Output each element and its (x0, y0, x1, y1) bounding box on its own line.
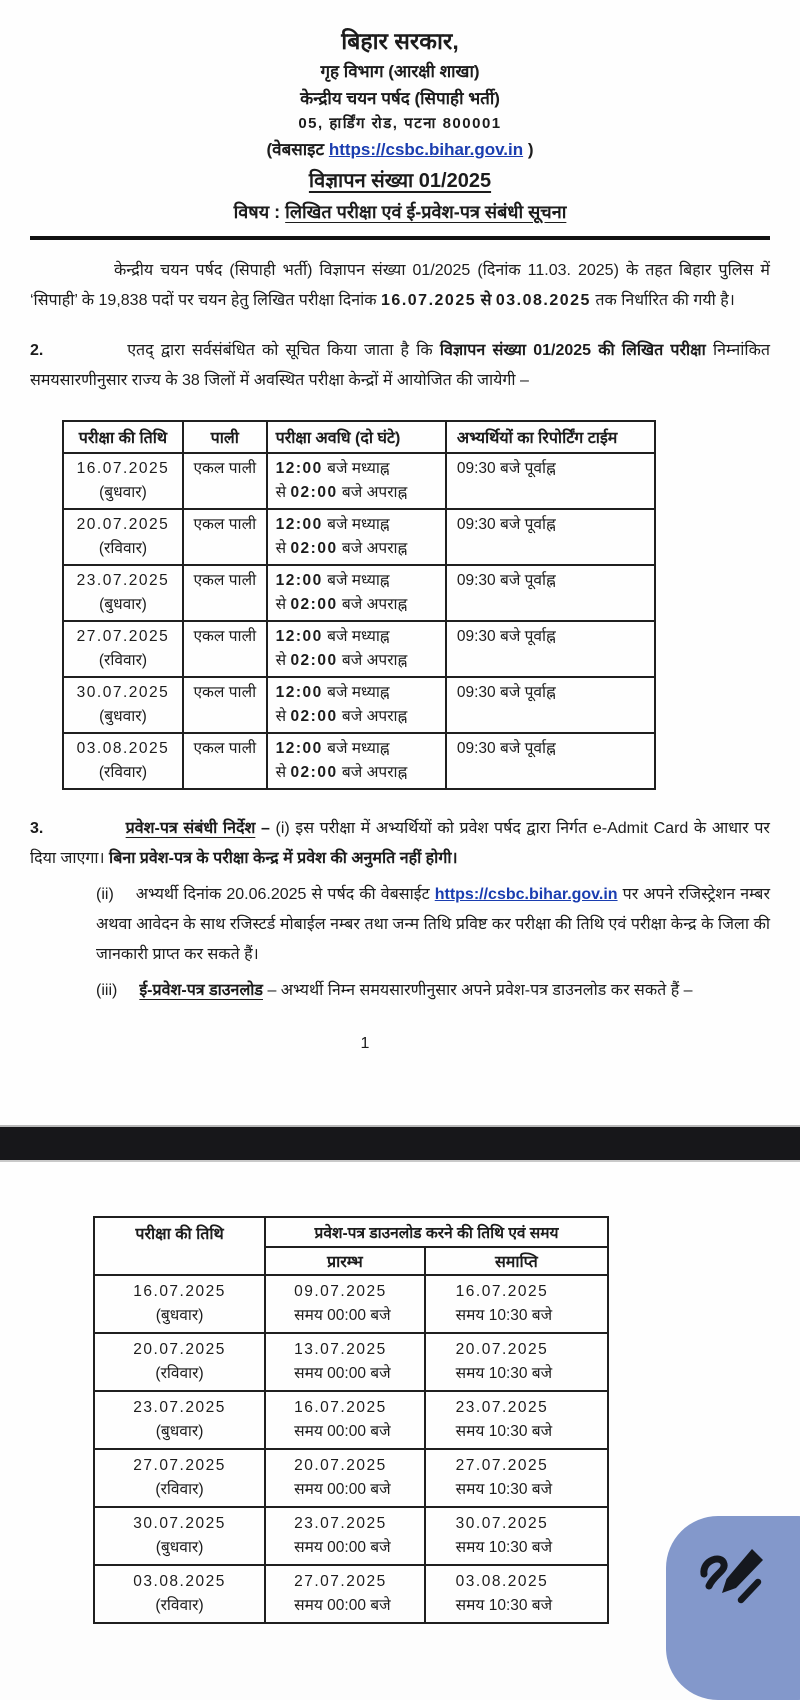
subject-line (0, 198, 800, 226)
table-row (63, 677, 655, 733)
clause-2-number: 2. (30, 342, 44, 359)
table-row (94, 1565, 608, 1623)
clause-3-section (30, 814, 770, 1006)
table-row (94, 1275, 608, 1333)
address-line: 05, हार्डिंग रोड, पटना 800001 (298, 115, 502, 132)
header-exam-date: परीक्षा की तिथि (63, 421, 183, 453)
shift-cell: एकल पाली (183, 509, 267, 565)
website-line (0, 136, 800, 163)
exam-date-cell: 30.07.2025 (बुधवार) (63, 677, 183, 733)
intro-tail: तक निर्धारित की गयी है। (595, 292, 735, 309)
reporting-cell: 09:30 बजे पूर्वाह्न (446, 565, 655, 621)
table-header-row (94, 1217, 608, 1247)
website-close-paren: ) (527, 140, 534, 159)
clause-3-iii-text: – अभ्यर्थी निम्न समयसारणीनुसार अपने प्रवेश-पत्र डाउनलोड कर सकते हैं – (267, 982, 693, 999)
subject-label: विषय : (233, 202, 281, 222)
exam-schedule-table (62, 420, 656, 790)
clause-2-tail: निम्नांकित समयसारणीनुसार राज्य के 38 जिलों में अवस्थित परीक्षा केन्द्रों में आयोजित की जायेगी – (30, 342, 770, 389)
government-title: बिहार सरकार, (341, 28, 459, 54)
download-end-cell: 20.07.2025 समय 10:30 बजे (425, 1333, 608, 1391)
exam-date-cell: 16.07.2025 (बुधवार) (94, 1275, 265, 1333)
reporting-cell: 09:30 बजे पूर्वाह्न (446, 677, 655, 733)
header-download-group: प्रवेश-पत्र डाउनलोड करने की तिथि एवं समय (265, 1217, 608, 1247)
clause-3-iii-title: ई-प्रवेश-पत्र डाउनलोड (139, 982, 263, 999)
header-duration: परीक्षा अवधि (दो घंटे) (267, 421, 446, 453)
download-end-cell: 30.07.2025 समय 10:30 बजे (425, 1507, 608, 1565)
clause-2-paragraph (30, 336, 770, 396)
duration-cell: 12:00 बजे मध्याह्न से 02:00 बजे अपराह्न (267, 677, 446, 733)
header-end: समाप्ति (425, 1247, 608, 1275)
reporting-cell: 09:30 बजे पूर्वाह्न (446, 453, 655, 509)
intro-se: से (480, 292, 492, 309)
clause-2-bold: विज्ञापन संख्या 01/2025 की लिखित परीक्षा (439, 342, 706, 359)
intro-text: केन्द्रीय चयन पर्षद (सिपाही भर्ती) विज्ञापन संख्या 01/2025 (दिनांक 11.03. 2025) के तहत बिहार पुलिस में ‘सिपाही’ के 19,838 पदों पर चयन हेतु लिखित परीक्षा दिनांक (30, 262, 770, 309)
table-row (63, 509, 655, 565)
header-start: प्रारम्भ (265, 1247, 425, 1275)
clause-3-ii-post: पर अपने रजिस्ट्रेशन नम्बर अथवा आवेदन के साथ रजिस्टर्ड मोबाईल नम्बर तथा जन्म तिथि प्रविष्ट कर परीक्षा की तिथि एवं परीक्षा केन्द्र के जिला की जानकारी प्राप्त कर सकते हैं। (96, 886, 770, 963)
table-row (63, 453, 655, 509)
table-row (63, 565, 655, 621)
download-end-cell: 03.08.2025 समय 10:30 बजे (425, 1565, 608, 1623)
table-row (63, 733, 655, 789)
header-shift: पाली (183, 421, 267, 453)
reporting-cell: 09:30 बजे पूर्वाह्न (446, 733, 655, 789)
shift-cell: एकल पाली (183, 733, 267, 789)
advertisement-number: विज्ञापन संख्या 01/2025 (308, 170, 492, 192)
shift-cell: एकल पाली (183, 621, 267, 677)
download-end-cell: 27.07.2025 समय 10:30 बजे (425, 1449, 608, 1507)
duration-cell: 12:00 बजे मध्याह्न से 02:00 बजे अपराह्न (267, 453, 446, 509)
download-start-cell: 13.07.2025 समय 00:00 बजे (265, 1333, 425, 1391)
download-start-cell: 09.07.2025 समय 00:00 बजे (265, 1275, 425, 1333)
clause-3-iii-label: (iii) (96, 982, 118, 999)
exam-date-cell: 23.07.2025 (बुधवार) (63, 565, 183, 621)
exam-start-date: 16.07.2025 (381, 292, 477, 309)
header-divider (30, 236, 770, 240)
exam-date-cell: 27.07.2025 (रविवार) (63, 621, 183, 677)
header-exam-date: परीक्षा की तिथि (94, 1217, 265, 1275)
download-end-cell: 23.07.2025 समय 10:30 बजे (425, 1391, 608, 1449)
website-label: (वेबसाइट (266, 140, 325, 159)
edit-annotation-button[interactable] (666, 1516, 800, 1700)
clause-2-lead: एतद् द्वारा सर्वसंबंधित को सूचित किया जाता है कि (127, 342, 433, 359)
reporting-cell: 09:30 बजे पूर्वाह्न (446, 509, 655, 565)
exam-date-cell: 20.07.2025 (रविवार) (94, 1333, 265, 1391)
download-start-cell: 27.07.2025 समय 00:00 बजे (265, 1565, 425, 1623)
clause-3-i-bold: बिना प्रवेश-पत्र के परीक्षा केन्द्र में प्रवेश की अनुमति नहीं होगी। (109, 850, 458, 867)
duration-cell: 12:00 बजे मध्याह्न से 02:00 बजे अपराह्न (267, 565, 446, 621)
clause-3-paragraph (30, 814, 770, 874)
exam-date-cell: 23.07.2025 (बुधवार) (94, 1391, 265, 1449)
clause-3-title: प्रवेश-पत्र संबंधी निर्देश (125, 820, 256, 837)
clause-3-i-text: (i) इस परीक्षा में अभ्यर्थियों को प्रवेश पर्षद द्वारा निर्गत e-Admit Card के आधार पर दिया जाएगा। (30, 820, 770, 867)
exam-date-cell: 03.08.2025 (रविवार) (63, 733, 183, 789)
reporting-cell: 09:30 बजे पूर्वाह्न (446, 621, 655, 677)
duration-cell: 12:00 बजे मध्याह्न से 02:00 बजे अपराह्न (267, 509, 446, 565)
exam-end-date: 03.08.2025 (495, 292, 591, 309)
subject-text: लिखित परीक्षा एवं ई-प्रवेश-पत्र संबंधी सूचना (285, 202, 567, 222)
document-header (0, 24, 800, 226)
download-start-cell: 23.07.2025 समय 00:00 बजे (265, 1507, 425, 1565)
clause-3-iii-paragraph (96, 976, 770, 1006)
exam-date-cell: 20.07.2025 (रविवार) (63, 509, 183, 565)
intro-paragraph (30, 256, 770, 316)
table-row (94, 1449, 608, 1507)
clause-3-ii-paragraph (96, 880, 770, 970)
shift-cell: एकल पाली (183, 565, 267, 621)
page-separator-band (0, 1125, 800, 1162)
board-line: केन्द्रीय चयन पर्षद (सिपाही भर्ती) (300, 89, 500, 108)
download-start-cell: 20.07.2025 समय 00:00 बजे (265, 1449, 425, 1507)
duration-cell: 12:00 बजे मध्याह्न से 02:00 बजे अपराह्न (267, 733, 446, 789)
exam-date-cell: 27.07.2025 (रविवार) (94, 1449, 265, 1507)
duration-cell: 12:00 बजे मध्याह्न से 02:00 बजे अपराह्न (267, 621, 446, 677)
download-end-cell: 16.07.2025 समय 10:30 बजे (425, 1275, 608, 1333)
clause-3-dash: – (260, 820, 270, 837)
clause-3-ii-pre: अभ्यर्थी दिनांक 20.06.2025 से पर्षद की वेबसाईट (135, 886, 430, 903)
department-line: गृह विभाग (आरक्षी शाखा) (320, 62, 480, 81)
header-reporting-time: अभ्यर्थियों का रिपोर्टिंग टाईम (446, 421, 655, 453)
download-start-cell: 16.07.2025 समय 00:00 बजे (265, 1391, 425, 1449)
exam-date-cell: 16.07.2025 (बुधवार) (63, 453, 183, 509)
clause-3-ii-label: (ii) (96, 886, 114, 903)
table-row (94, 1333, 608, 1391)
admit-card-download-table (93, 1216, 609, 1624)
shift-cell: एकल पाली (183, 453, 267, 509)
website-link-inline[interactable]: https://csbc.bihar.gov.in (434, 886, 618, 903)
table-row (94, 1391, 608, 1449)
clause-3-number: 3. (30, 820, 44, 837)
page-number: 1 (360, 1035, 370, 1052)
table-row (63, 621, 655, 677)
table-row (94, 1507, 608, 1565)
shift-cell: एकल पाली (183, 677, 267, 733)
exam-date-cell: 30.07.2025 (बुधवार) (94, 1507, 265, 1565)
website-link[interactable]: https://csbc.bihar.gov.in (328, 140, 524, 159)
exam-date-cell: 03.08.2025 (रविवार) (94, 1565, 265, 1623)
table-header-row (63, 421, 655, 453)
